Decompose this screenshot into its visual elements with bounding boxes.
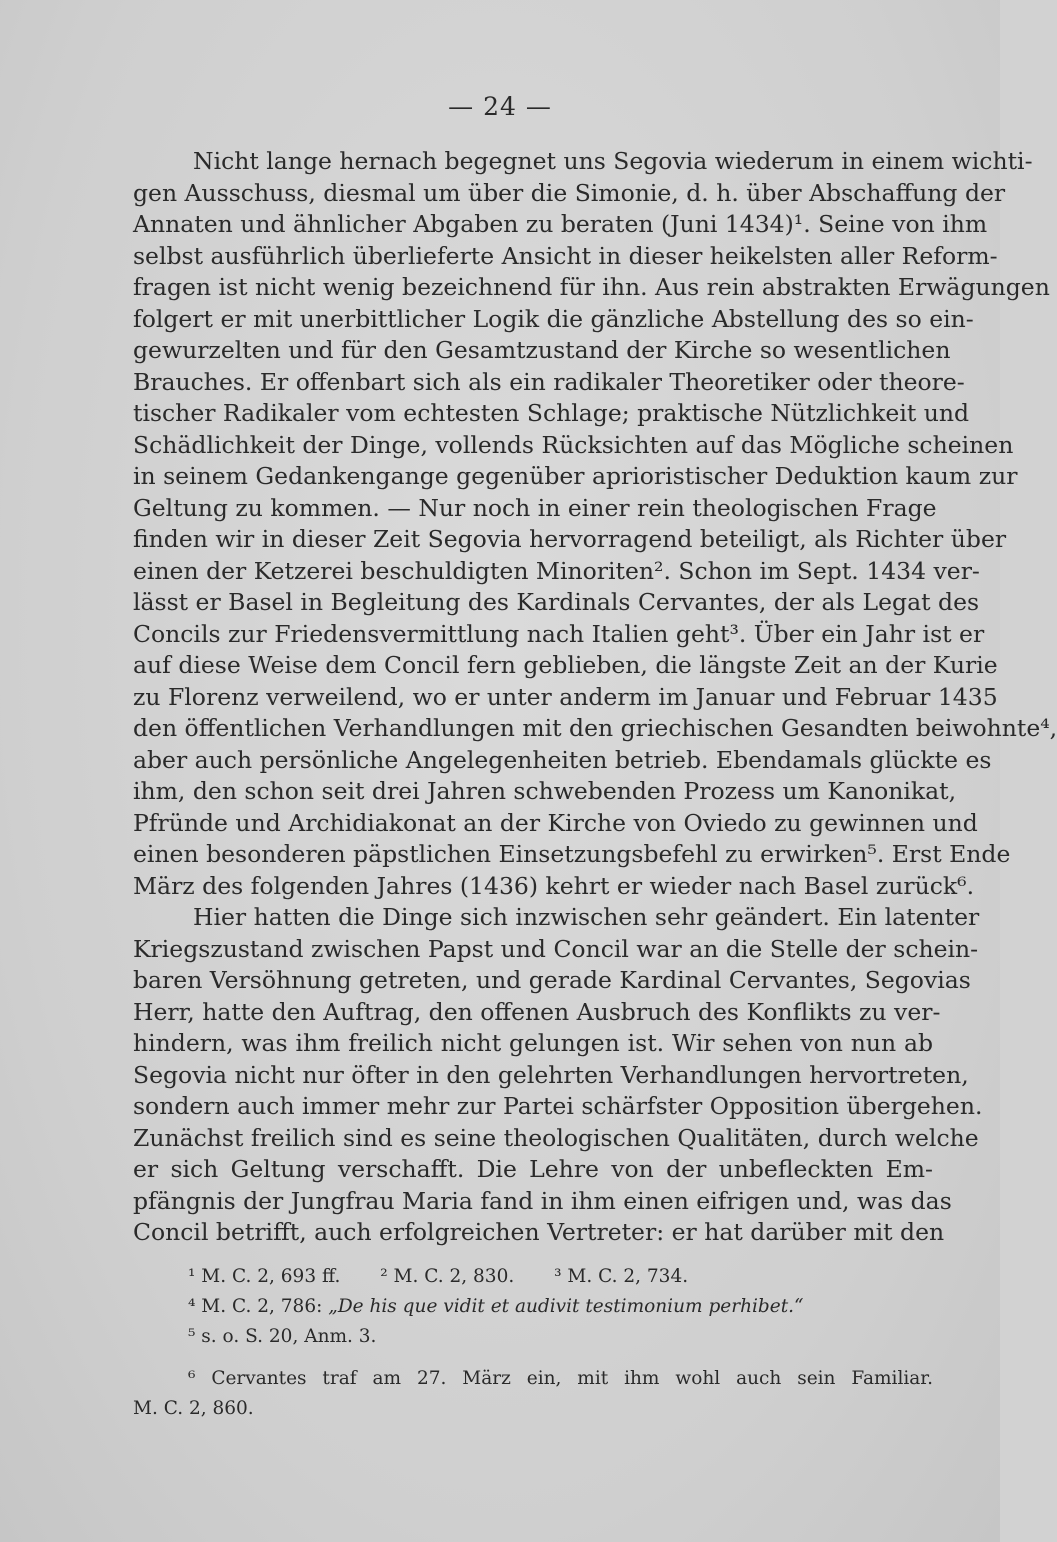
text-line: aber auch persönliche Angelegenheiten betrieb. Ebendamals glückte es: [133, 745, 992, 774]
paragraph-2: [133, 902, 983, 1249]
footnote-6-line-1: ⁶ Cervantes traf am 27. März ein, mit ihm wohl auch sein Familiar.: [188, 1368, 933, 1389]
text-line: sondern auch immer mehr zur Partei schärfster Opposition übergehen.: [133, 1092, 983, 1120]
text-line: lässt er Basel in Begleitung des Kardinals Cervantes, der als Legat des: [133, 588, 980, 616]
footnote-4-quote: „De his que vidit et audivit testimonium perhibet.“: [328, 1296, 804, 1317]
footnote-3: ³ M. C. 2, 734.: [554, 1266, 689, 1287]
text-line: Zunächst freilich sind es seine theologischen Qualitäten, durch welche: [133, 1123, 979, 1152]
main-text: [133, 146, 1057, 1249]
paragraph-1: [133, 146, 1057, 902]
footnote-4: [133, 1292, 933, 1322]
text-line: März des folgenden Jahres (1436) kehrt er wieder nach Basel zurück⁶.: [133, 871, 975, 900]
footnote-5: ⁵ s. o. S. 20, Anm. 3.: [188, 1326, 377, 1347]
footnote-row: [133, 1262, 933, 1292]
text-line: finden wir in dieser Zeit Segovia hervorragend beteiligt, als Richter über: [133, 525, 1007, 553]
text-line: zu Florenz verweilend, wo er unter anderm im Januar und Februar 1435: [133, 682, 998, 711]
text-line: tischer Radikaler vom echtesten Schlage; praktische Nützlichkeit und: [133, 399, 970, 427]
text-line: Geltung zu kommen. — Nur noch in einer rein theologischen Frage: [133, 493, 937, 522]
text-line: Herr, hatte den Auftrag, den offenen Ausbruch des Konflikts zu ver-: [133, 997, 941, 1026]
footnote-1: ¹ M. C. 2, 693 ff.: [188, 1266, 341, 1287]
text-line: Annaten und ähnlicher Abgaben zu beraten (Juni 1434)¹. Seine von ihm: [133, 210, 988, 238]
text-line: Kriegszustand zwischen Papst und Concil war an die Stelle der schein-: [133, 934, 979, 963]
text-line: baren Versöhnung getreten, und gerade Kardinal Cervantes, Segovias: [133, 966, 971, 994]
text-line: auf diese Weise dem Concil fern geblieben, die längste Zeit an der Kurie: [133, 651, 998, 679]
text-line: Concils zur Friedensvermittlung nach Italien geht³. Über ein Jahr ist er: [133, 619, 985, 648]
footnote-4-ref: ⁴ M. C. 2, 786:: [188, 1296, 323, 1317]
text-line: folgert er mit unerbittlicher Logik die gänzliche Abstellung des so ein-: [133, 304, 974, 333]
text-line: selbst ausführlich überlieferte Ansicht in dieser heikelsten aller Reform-: [133, 241, 998, 270]
text-line: Pfründe und Archidiakonat an der Kirche von Oviedo zu gewinnen und: [133, 808, 978, 837]
text-line: fragen ist nicht wenig bezeichnend für ihn. Aus rein abstrakten Erwägungen: [133, 273, 1050, 301]
text-line: Schädlichkeit der Dinge, vollends Rücksichten auf das Mögliche scheinen: [133, 430, 1014, 459]
text-line: pfängnis der Jungfrau Maria fand in ihm einen eifrigen und, was das: [133, 1186, 952, 1215]
text-line: er sich Geltung verschafft. Die Lehre von der unbefleckten Em-: [133, 1155, 933, 1183]
text-line: in seinem Gedankengange gegenüber aprioristischer Deduktion kaum zur: [133, 462, 1018, 490]
text-line: den öffentlichen Verhandlungen mit den griechischen Gesandten beiwohnte⁴,: [133, 714, 1057, 742]
text-line: Segovia nicht nur öfter in den gelehrten Verhandlungen hervortreten,: [133, 1060, 969, 1089]
footnote-2: ² M. C. 2, 830.: [380, 1266, 515, 1287]
text-line: Brauches. Er offenbart sich als ein radikaler Theoretiker oder theore-: [133, 367, 965, 396]
text-line: einen der Ketzerei beschuldigten Minoriten². Schon im Sept. 1434 ver-: [133, 556, 980, 585]
text-line: hindern, was ihm freilich nicht gelungen ist. Wir sehen von nun ab: [133, 1029, 933, 1057]
footnotes: [133, 1262, 933, 1424]
text-line: einen besonderen päpstlichen Einsetzungsbefehl zu erwirken⁵. Erst Ende: [133, 840, 1011, 868]
footnote-6-line-2: M. C. 2, 860.: [133, 1398, 254, 1419]
page-number: — 24 —: [448, 92, 552, 121]
text-line: Hier hatten die Dinge sich inzwischen sehr geändert. Ein latenter: [193, 903, 980, 931]
text-line: Concil betrifft, auch erfolgreichen Vertreter: er hat darüber mit den: [133, 1218, 945, 1246]
text-line: gewurzelten und für den Gesamtzustand der Kirche so wesentlichen: [133, 336, 951, 364]
text-line: Nicht lange hernach begegnet uns Segovia wiederum in einem wichti-: [193, 147, 1033, 175]
text-line: ihm, den schon seit drei Jahren schwebenden Prozess um Kanonikat,: [133, 777, 957, 805]
text-line: gen Ausschuss, diesmal um über die Simonie, d. h. über Abschaffung der: [133, 178, 1006, 207]
